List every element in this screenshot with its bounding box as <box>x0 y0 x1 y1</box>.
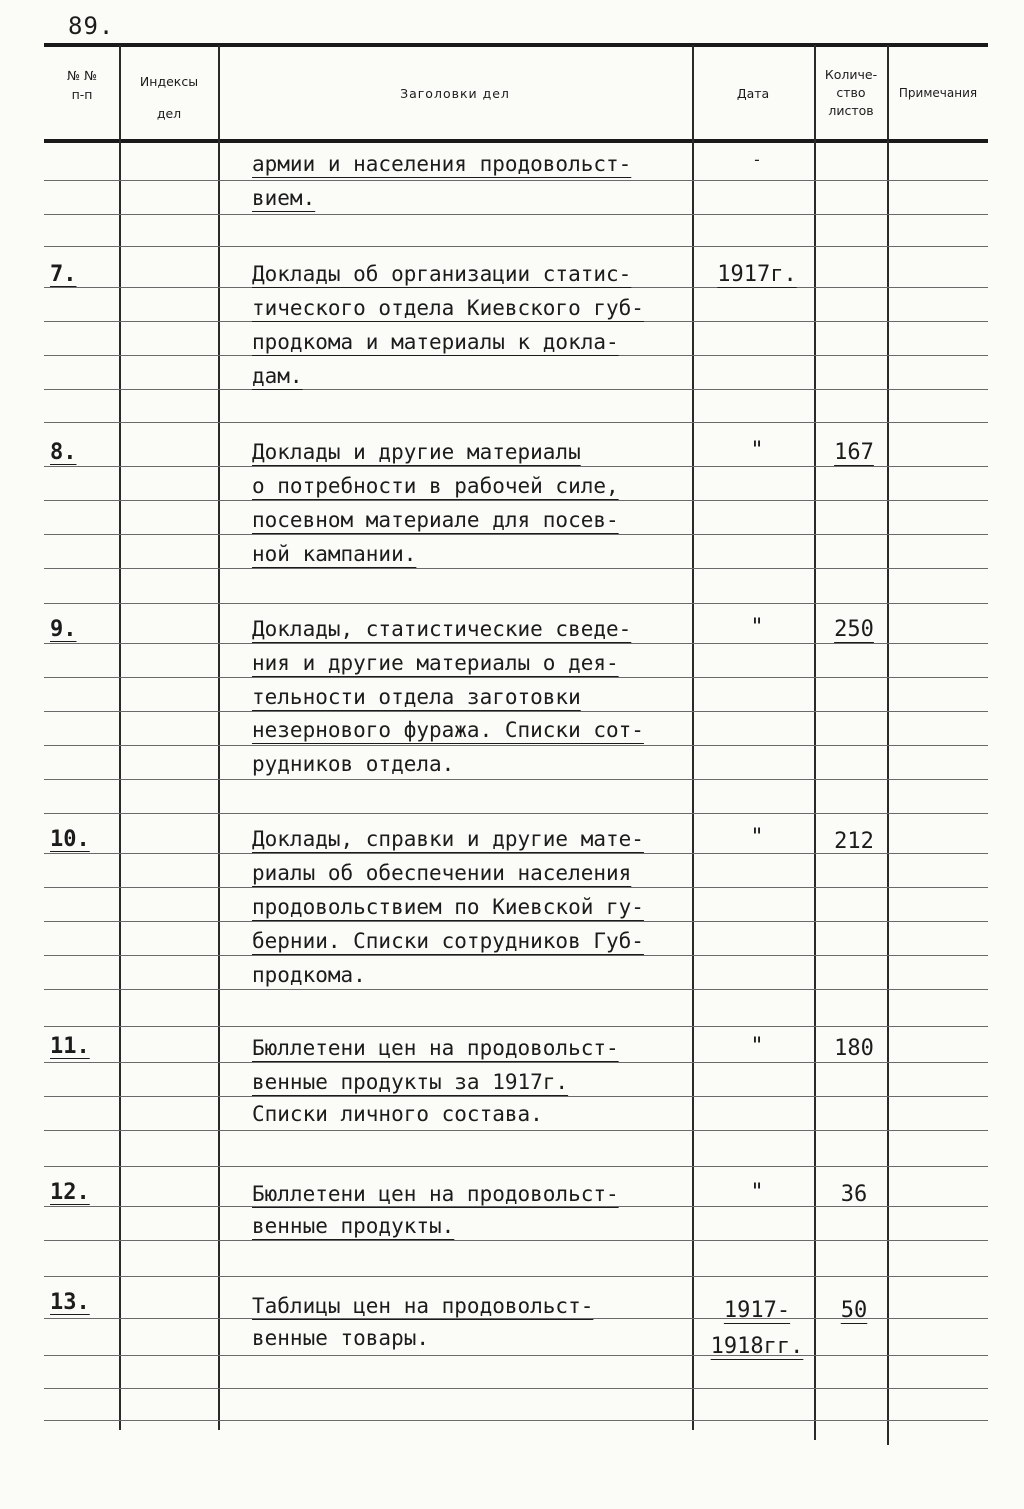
header-index-line1: Индексы <box>139 74 199 89</box>
ruled-line <box>44 1420 988 1421</box>
header-date: Дата <box>736 86 770 101</box>
record-title-line: продкома и материалы к докла- <box>252 330 619 354</box>
column-divider-number <box>119 45 121 1430</box>
page-number: 89. <box>68 12 115 40</box>
record-title-line: Бюллетени цен на продовольст- <box>252 1036 619 1060</box>
ruled-line <box>44 779 988 780</box>
record-title-line: Бюллетени цен на продовольст- <box>252 1182 619 1206</box>
ruled-line <box>44 1026 988 1027</box>
ruled-line <box>44 745 988 746</box>
record-title-line: Таблицы цен на продовольст- <box>252 1294 594 1318</box>
record-title-line: тического отдела Киевского губ- <box>252 296 644 320</box>
ruled-line <box>44 1240 988 1241</box>
ruled-line <box>44 711 988 712</box>
record-number: 8. <box>50 440 77 465</box>
record-date-line: 1917- <box>723 1298 791 1323</box>
ruled-line <box>44 1096 988 1097</box>
record-title-line: бернии. Списки сотрудников Губ- <box>252 929 644 953</box>
header-number-line1: № № <box>67 68 97 83</box>
record-title-line: венные товары. <box>252 1326 430 1350</box>
ruled-line <box>44 422 988 423</box>
record-title-line: ния и другие материалы о дея- <box>252 651 619 675</box>
record-date: " <box>750 1034 764 1059</box>
column-divider-date <box>814 45 816 1440</box>
record-number: 10. <box>50 827 90 852</box>
record-title-line: Доклады, справки и другие мате- <box>252 827 644 851</box>
ruled-line <box>44 321 988 322</box>
record-number: 11. <box>50 1034 90 1059</box>
header-number <box>48 66 116 104</box>
record-number: 9. <box>50 617 77 642</box>
header-count-line1: Количе- <box>824 67 878 82</box>
ruled-line <box>44 355 988 356</box>
record-title-line: Списки личного состава. <box>252 1102 543 1126</box>
record-title-line: продовольствием по Киевской гу- <box>252 895 644 919</box>
ruled-line <box>44 813 988 814</box>
record-title-line: посевном материале для посев- <box>252 508 619 532</box>
ruled-line <box>44 1388 988 1389</box>
column-divider-title <box>692 45 694 1430</box>
header-top-rule <box>44 43 988 47</box>
record-sheet-count: 180 <box>834 1036 874 1061</box>
record-title-line: продкома. <box>252 963 366 987</box>
record-sheet-count: 250 <box>834 617 874 642</box>
header-bottom-rule <box>44 139 988 143</box>
record-title-line: дам. <box>252 364 303 388</box>
record-title-line: риалы об обеспечении населения <box>252 861 632 885</box>
ruled-line <box>44 534 988 535</box>
ruled-line <box>44 1166 988 1167</box>
ruled-line <box>44 246 988 247</box>
record-title-line: Доклады об организации статис- <box>252 262 632 286</box>
record-number: 13. <box>50 1290 90 1315</box>
record-title-line: тельности отдела заготовки <box>252 685 581 709</box>
header-count-line2: ство <box>836 85 866 100</box>
record-sheet-count: 212 <box>834 829 874 854</box>
ruled-line <box>44 1062 988 1063</box>
ruled-line <box>44 603 988 604</box>
ruled-line <box>44 989 988 990</box>
record-title-line: о потребности в рабочей силе, <box>252 474 619 498</box>
ruled-line <box>44 180 988 181</box>
header-title: Заголовки дел <box>400 86 510 101</box>
record-date: " <box>750 438 764 463</box>
ruled-line <box>44 287 988 288</box>
record-date: " <box>750 1180 764 1205</box>
header-count <box>815 66 887 120</box>
ruled-line <box>44 389 988 390</box>
header-index-line2: дел <box>156 106 182 121</box>
record-title-line: Доклады и другие материалы <box>252 440 581 464</box>
ruled-line <box>44 677 988 678</box>
ruled-line <box>44 1276 988 1277</box>
ruled-line <box>44 568 988 569</box>
ruled-line <box>44 887 988 888</box>
ruled-line <box>44 500 988 501</box>
record-sheet-count: 36 <box>840 1182 868 1207</box>
ruled-line <box>44 921 988 922</box>
record-sheet-count: 167 <box>834 440 874 465</box>
continuation-title-line: вием. <box>252 186 316 210</box>
record-date: " <box>750 615 764 640</box>
ruled-line <box>44 466 988 467</box>
record-title-line: венные продукты за 1917г. <box>252 1070 569 1094</box>
record-date: " <box>750 825 764 850</box>
record-sheet-count: 50 <box>840 1298 868 1323</box>
header-notes: Примечания <box>898 86 978 100</box>
header-count-line3: листов <box>828 103 874 118</box>
ruled-line <box>44 1355 988 1356</box>
ruled-line <box>44 643 988 644</box>
record-number: 12. <box>50 1180 90 1205</box>
header-number-line2: п-п <box>71 87 93 102</box>
record-title-line: незернового фуража. Списки сот- <box>252 718 644 742</box>
record-title-line: Доклады, статистические сведе- <box>252 617 632 641</box>
continuation-title-line: армии и населения продовольст- <box>252 152 632 176</box>
record-title-line: ной кампании. <box>252 542 417 566</box>
ruled-line <box>44 955 988 956</box>
record-date: 1917г. <box>717 262 797 287</box>
continuation-date: - <box>752 150 762 169</box>
record-title-line: венные продукты. <box>252 1214 455 1238</box>
ruled-line <box>44 214 988 215</box>
header-index <box>121 66 217 130</box>
record-number: 7. <box>50 262 77 287</box>
record-date-line: 1918гг. <box>710 1334 804 1359</box>
ruled-line <box>44 1130 988 1131</box>
record-title-line: рудников отдела. <box>252 752 455 776</box>
column-divider-index <box>218 45 220 1430</box>
